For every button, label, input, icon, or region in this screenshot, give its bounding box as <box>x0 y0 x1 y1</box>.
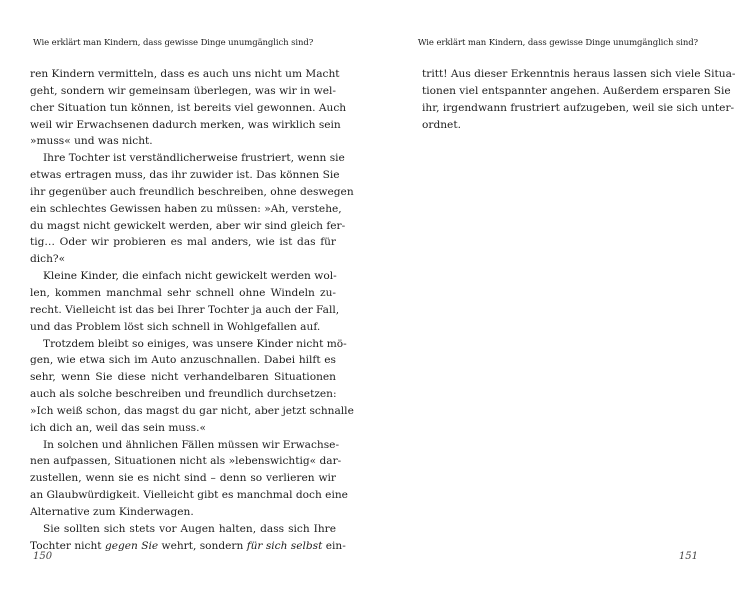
text-line: len, kommen manchmal sehr schnell ohne Windeln zu- <box>30 286 336 299</box>
text-line: recht. Vielleicht ist das bei Ihrer Tochter ja auch der Fall, <box>30 303 340 316</box>
text-line: Trotzdem bleibt so einiges, was unsere Kinder nicht mö- <box>43 337 347 350</box>
text-line: tritt! Aus dieser Erkenntnis heraus lassen sich viele Situa- <box>422 68 736 80</box>
text-line: ein schlechtes Gewissen haben zu müssen: »Ah, verstehe, <box>30 202 342 215</box>
text-line: du magst nicht gewickelt werden, aber wir sind gleich fer- <box>30 219 346 232</box>
text-segment: Tochter nicht <box>30 539 105 552</box>
text-line: und das Problem löst sich schnell in Wohlgefallen auf. <box>30 320 321 333</box>
text-line: Alternative zum Kinderwagen. <box>30 505 194 518</box>
running-head-left: Wie erklärt man Kindern, dass gewisse Dinge unumgänglich sind? <box>33 38 314 48</box>
text-line: ich dich an, weil das sein muss.« <box>30 421 206 434</box>
text-line: geht, sondern wir gemeinsam überlegen, was wir in wel- <box>30 84 336 97</box>
right-page <box>417 0 736 595</box>
page-number-left: 150 <box>33 551 53 562</box>
text-line: Kleine Kinder, die einfach nicht gewickelt werden wol- <box>43 270 337 283</box>
text-line: ren Kindern vermitteln, dass es auch uns nicht um Macht <box>30 68 340 80</box>
text-line: gen, wie etwa sich im Auto anzuschnallen. Dabei hilft es <box>30 354 336 367</box>
text-line: ordnet. <box>422 118 461 131</box>
text-line: an Glaubwürdigkeit. Vielleicht gibt es manchmal doch eine <box>30 489 348 502</box>
running-head-right: Wie erklärt man Kindern, dass gewisse Dinge unumgänglich sind? <box>417 38 698 48</box>
text-line: »Ich weiß schon, das magst du gar nicht, aber jetzt schnalle <box>30 404 354 417</box>
text-line: In solchen und ähnlichen Fällen müssen wir Erwachse- <box>43 438 340 451</box>
text-line: ihr, irgendwann frustriert aufzugeben, weil sie sich unter- <box>422 101 735 114</box>
left-page-body <box>30 66 354 554</box>
text-line: zustellen, wenn sie es nicht sind – denn so verlieren wir <box>30 472 336 485</box>
text-segment: wehrt, sondern <box>158 539 247 552</box>
text-line: »muss« und was nicht. <box>30 135 153 148</box>
page-number-right: 151 <box>678 551 698 562</box>
text-line: etwas ertragen muss, das ihr zuwider ist. Das können Sie <box>30 169 340 182</box>
right-page-body <box>422 66 736 133</box>
text-line: sehr, wenn Sie diese nicht verhandelbaren Situationen <box>30 371 336 384</box>
text-line: Ihre Tochter ist verständlicherweise frustriert, wenn sie <box>43 152 345 165</box>
text-line: dich?« <box>30 253 66 266</box>
left-page <box>30 0 354 595</box>
text-line: Sie sollten sich stets vor Augen halten, dass sich Ihre <box>43 522 336 535</box>
text-line-final <box>30 538 346 555</box>
text-line: auch als solche beschreiben und freundlich durchsetzen: <box>30 388 337 401</box>
text-line: cher Situation tun können, ist bereits viel gewonnen. Auch <box>30 101 347 114</box>
emphasis-text: gegen Sie <box>104 539 159 552</box>
text-line: tionen viel entspannter angehen. Außerdem ersparen Sie <box>422 84 731 97</box>
text-line: weil wir Erwachsenen dadurch merken, was wirklich sein <box>30 118 341 131</box>
text-line: tig… Oder wir probieren es mal anders, wie ist das für <box>30 236 336 249</box>
text-line: nen aufpassen, Situationen nicht als »lebenswichtig« dar- <box>30 455 342 468</box>
text-segment: ein- <box>322 539 346 552</box>
emphasis-text: für sich selbst <box>246 539 323 552</box>
text-line: ihr gegenüber auch freundlich beschreiben, ohne deswegen <box>30 185 354 198</box>
